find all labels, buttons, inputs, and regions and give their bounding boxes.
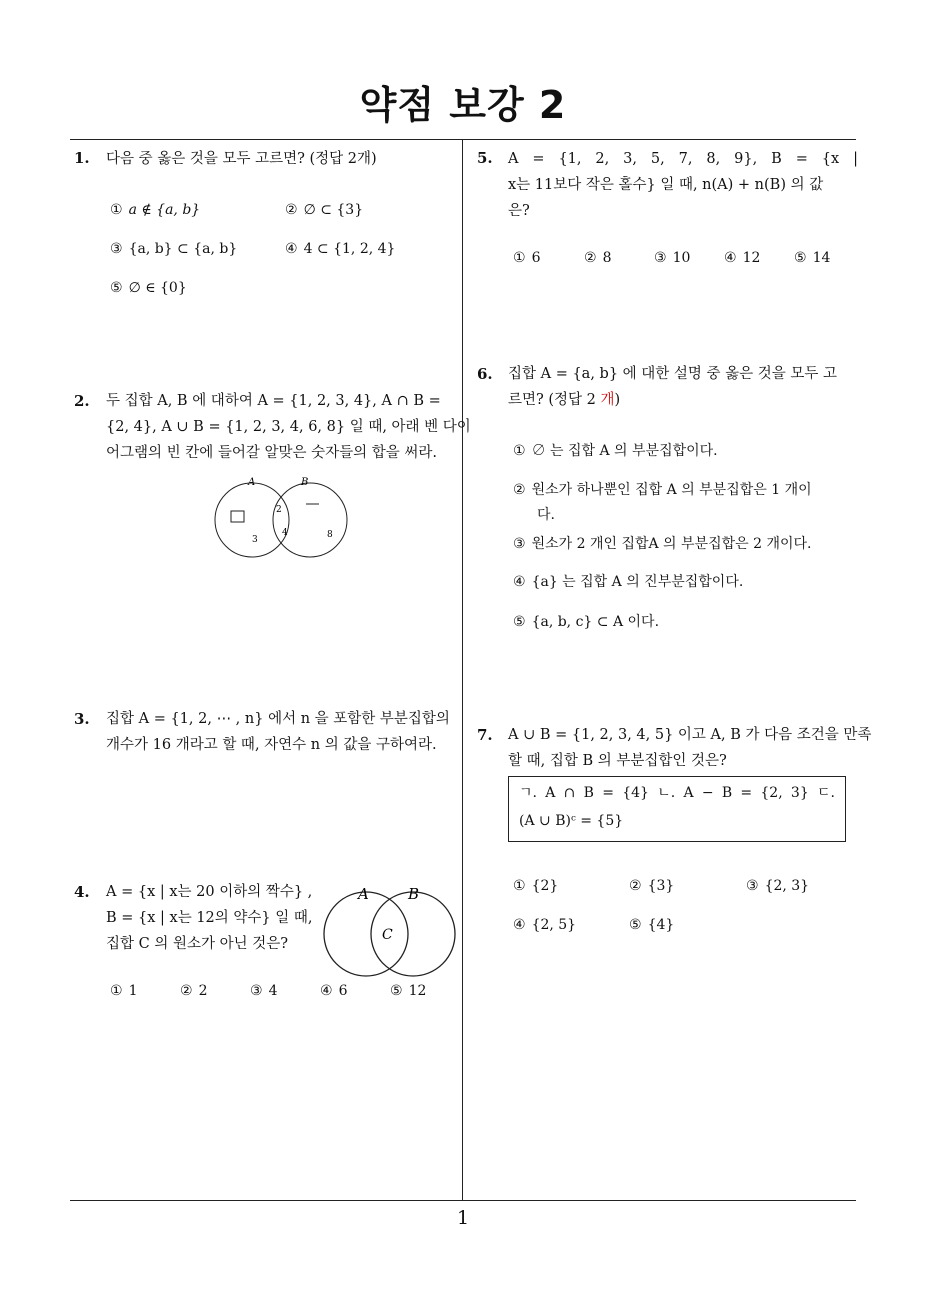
question-line: 두 집합 A, B 에 대하여 A = {1, 2, 3, 4}, A ∩ B = <box>106 393 441 409</box>
question-line-text: ) <box>614 392 621 408</box>
question-line: 집합 A = {1, 2, ⋯ , n} 에서 n 을 포함한 부분집합의 <box>106 711 450 727</box>
option-text: ∅ ∈ {0} <box>128 280 187 296</box>
option-text: {4} <box>647 917 675 933</box>
set-a-label: A <box>358 885 369 903</box>
option-text: 4 <box>268 983 278 999</box>
option-4[interactable] <box>320 983 347 999</box>
option-text: {2, 3} <box>764 878 810 894</box>
option-mark: ④ <box>724 250 737 266</box>
option-text: 14 <box>812 250 831 266</box>
set-b-label: B <box>301 477 309 488</box>
option-mark: ① <box>513 878 526 894</box>
question-line: A = {1, 2, 3, 5, 7, 8, 9}, B = {x | <box>508 151 858 167</box>
question-number: 3. <box>74 710 90 728</box>
question-number: 6. <box>477 365 493 383</box>
option-5[interactable] <box>629 917 674 933</box>
option-mark: ② <box>513 482 526 498</box>
option-text: {2} <box>531 878 559 894</box>
question-line: x는 11보다 작은 홀수} 일 때, n(A) + n(B) 의 값 <box>508 177 824 193</box>
option-text: 8 <box>602 250 612 266</box>
option-mark: ④ <box>513 574 526 590</box>
highlight-text: 개 <box>600 392 615 408</box>
question-line: 은? <box>508 203 530 219</box>
option-1[interactable] <box>513 250 540 266</box>
option-text: {a, b, c} ⊂ A 이다. <box>531 614 660 630</box>
question-line: 집합 A = {a, b} 에 대한 설명 중 옳은 것을 모두 고 <box>508 366 838 382</box>
option-text: {3} <box>647 878 675 894</box>
question-line: 어그램의 빈 칸에 들어갈 알맞은 숫자들의 합을 써라. <box>106 445 438 461</box>
option-mark: ⑤ <box>513 614 526 630</box>
option-text: 6 <box>338 983 348 999</box>
option-text: {a, b} ⊂ {a, b} <box>128 241 238 257</box>
option-1[interactable] <box>110 202 200 218</box>
option-3[interactable] <box>746 878 809 894</box>
option-4[interactable] <box>513 917 576 933</box>
option-mark: ⑤ <box>390 983 403 999</box>
option-2[interactable] <box>513 479 812 499</box>
option-text: 2 <box>198 983 208 999</box>
option-text: 1 <box>128 983 138 999</box>
option-mark: ② <box>584 250 597 266</box>
condition-line: ㄱ. A ∩ B = {4} ㄴ. A − B = {2, 3} ㄷ. <box>519 785 835 801</box>
question-line: 할 때, 집합 B 의 부분집합인 것은? <box>508 753 727 769</box>
column-divider <box>462 139 463 1200</box>
option-text: {2, 5} <box>531 917 577 933</box>
option-mark: ④ <box>513 917 526 933</box>
option-mark: ③ <box>746 878 759 894</box>
option-mark: ② <box>285 202 298 218</box>
region-value: 4 <box>282 528 288 538</box>
question-number: 7. <box>477 726 493 744</box>
option-mark: ① <box>110 983 123 999</box>
option-3[interactable] <box>110 241 237 257</box>
option-text: 원소가 2 개인 집합A 의 부분집합은 2 개이다. <box>531 536 812 552</box>
condition-line: (A ∪ B)ᶜ = {5} <box>519 813 624 829</box>
option-text: 12 <box>742 250 761 266</box>
option-mark: ④ <box>320 983 333 999</box>
question-number: 1. <box>74 149 90 167</box>
option-1[interactable] <box>513 878 558 894</box>
option-2[interactable] <box>285 202 363 218</box>
question-number: 4. <box>74 883 90 901</box>
option-1[interactable] <box>513 440 718 460</box>
option-4[interactable] <box>513 571 743 591</box>
option-text: 4 ⊂ {1, 2, 4} <box>303 241 396 257</box>
option-2[interactable] <box>584 250 611 266</box>
region-value: 2 <box>276 505 282 515</box>
option-5[interactable] <box>794 250 830 266</box>
set-c-label: C <box>382 927 393 943</box>
option-mark: ② <box>180 983 193 999</box>
option-text: a ∉ {a, b} <box>128 202 201 218</box>
question-line: 개수가 16 개라고 할 때, 자연수 n 의 값을 구하여라. <box>106 737 437 753</box>
option-mark: ⑤ <box>794 250 807 266</box>
option-text: {a} 는 집합 A 의 진부분집합이다. <box>531 574 744 590</box>
option-mark: ② <box>629 878 642 894</box>
option-text: 6 <box>531 250 541 266</box>
bottom-rule <box>70 1200 856 1201</box>
top-rule <box>70 139 856 140</box>
page-number: 1 <box>456 1207 470 1229</box>
option-5[interactable] <box>390 983 426 999</box>
question-line: {2, 4}, A ∪ B = {1, 2, 3, 4, 6, 8} 일 때, 아래 벤 다이 <box>106 419 471 435</box>
option-text: 다. <box>537 507 555 523</box>
option-2[interactable] <box>180 983 207 999</box>
option-4[interactable] <box>285 241 395 257</box>
option-2-continued <box>537 504 555 524</box>
option-text: 원소가 하나뿐인 집합 A 의 부분집합은 1 개이 <box>531 482 812 498</box>
question-line: A ∪ B = {1, 2, 3, 4, 5} 이고 A, B 가 다음 조건을 만족 <box>508 727 872 743</box>
option-text: ∅ 는 집합 A 의 부분집합이다. <box>531 443 718 459</box>
page-title: 약점 보강 2 <box>359 83 567 127</box>
question-line-text: 르면? (정답 2 <box>508 392 601 408</box>
region-value: 8 <box>327 530 333 540</box>
option-mark: ① <box>513 250 526 266</box>
option-mark: ③ <box>654 250 667 266</box>
question-number: 5. <box>477 149 493 167</box>
venn-diagram-q2 <box>205 476 355 568</box>
question-line: B = {x | x는 12의 약수} 일 때, <box>106 910 313 926</box>
option-text: ∅ ⊂ {3} <box>303 202 364 218</box>
option-mark: ③ <box>250 983 263 999</box>
option-1[interactable] <box>110 983 137 999</box>
region-value: 3 <box>252 535 258 545</box>
option-mark: ④ <box>285 241 298 257</box>
set-a-label: A <box>248 477 256 488</box>
option-3[interactable] <box>513 533 811 553</box>
option-4[interactable] <box>724 250 760 266</box>
option-2[interactable] <box>629 878 674 894</box>
option-3[interactable] <box>250 983 277 999</box>
option-mark: ③ <box>513 536 526 552</box>
question-number: 2. <box>74 392 90 410</box>
question-line: A = {x | x는 20 이하의 짝수} , <box>106 884 313 900</box>
option-mark: ⑤ <box>110 280 123 296</box>
condition-box <box>508 776 846 842</box>
question-text: 다음 중 옳은 것을 모두 고르면? (정답 2개) <box>106 151 377 167</box>
blank-box <box>231 511 244 522</box>
option-mark: ③ <box>110 241 123 257</box>
option-text: 12 <box>408 983 427 999</box>
question-line: 집합 C 의 원소가 아닌 것은? <box>106 936 288 952</box>
question-line <box>508 387 620 413</box>
option-mark: ① <box>513 443 526 459</box>
option-text: 10 <box>672 250 691 266</box>
option-5[interactable] <box>110 280 187 296</box>
option-mark: ① <box>110 202 123 218</box>
option-3[interactable] <box>654 250 690 266</box>
option-mark: ⑤ <box>629 917 642 933</box>
option-5[interactable] <box>513 611 659 631</box>
venn-diagram-q4 <box>320 882 460 978</box>
set-b-label: B <box>408 885 420 903</box>
